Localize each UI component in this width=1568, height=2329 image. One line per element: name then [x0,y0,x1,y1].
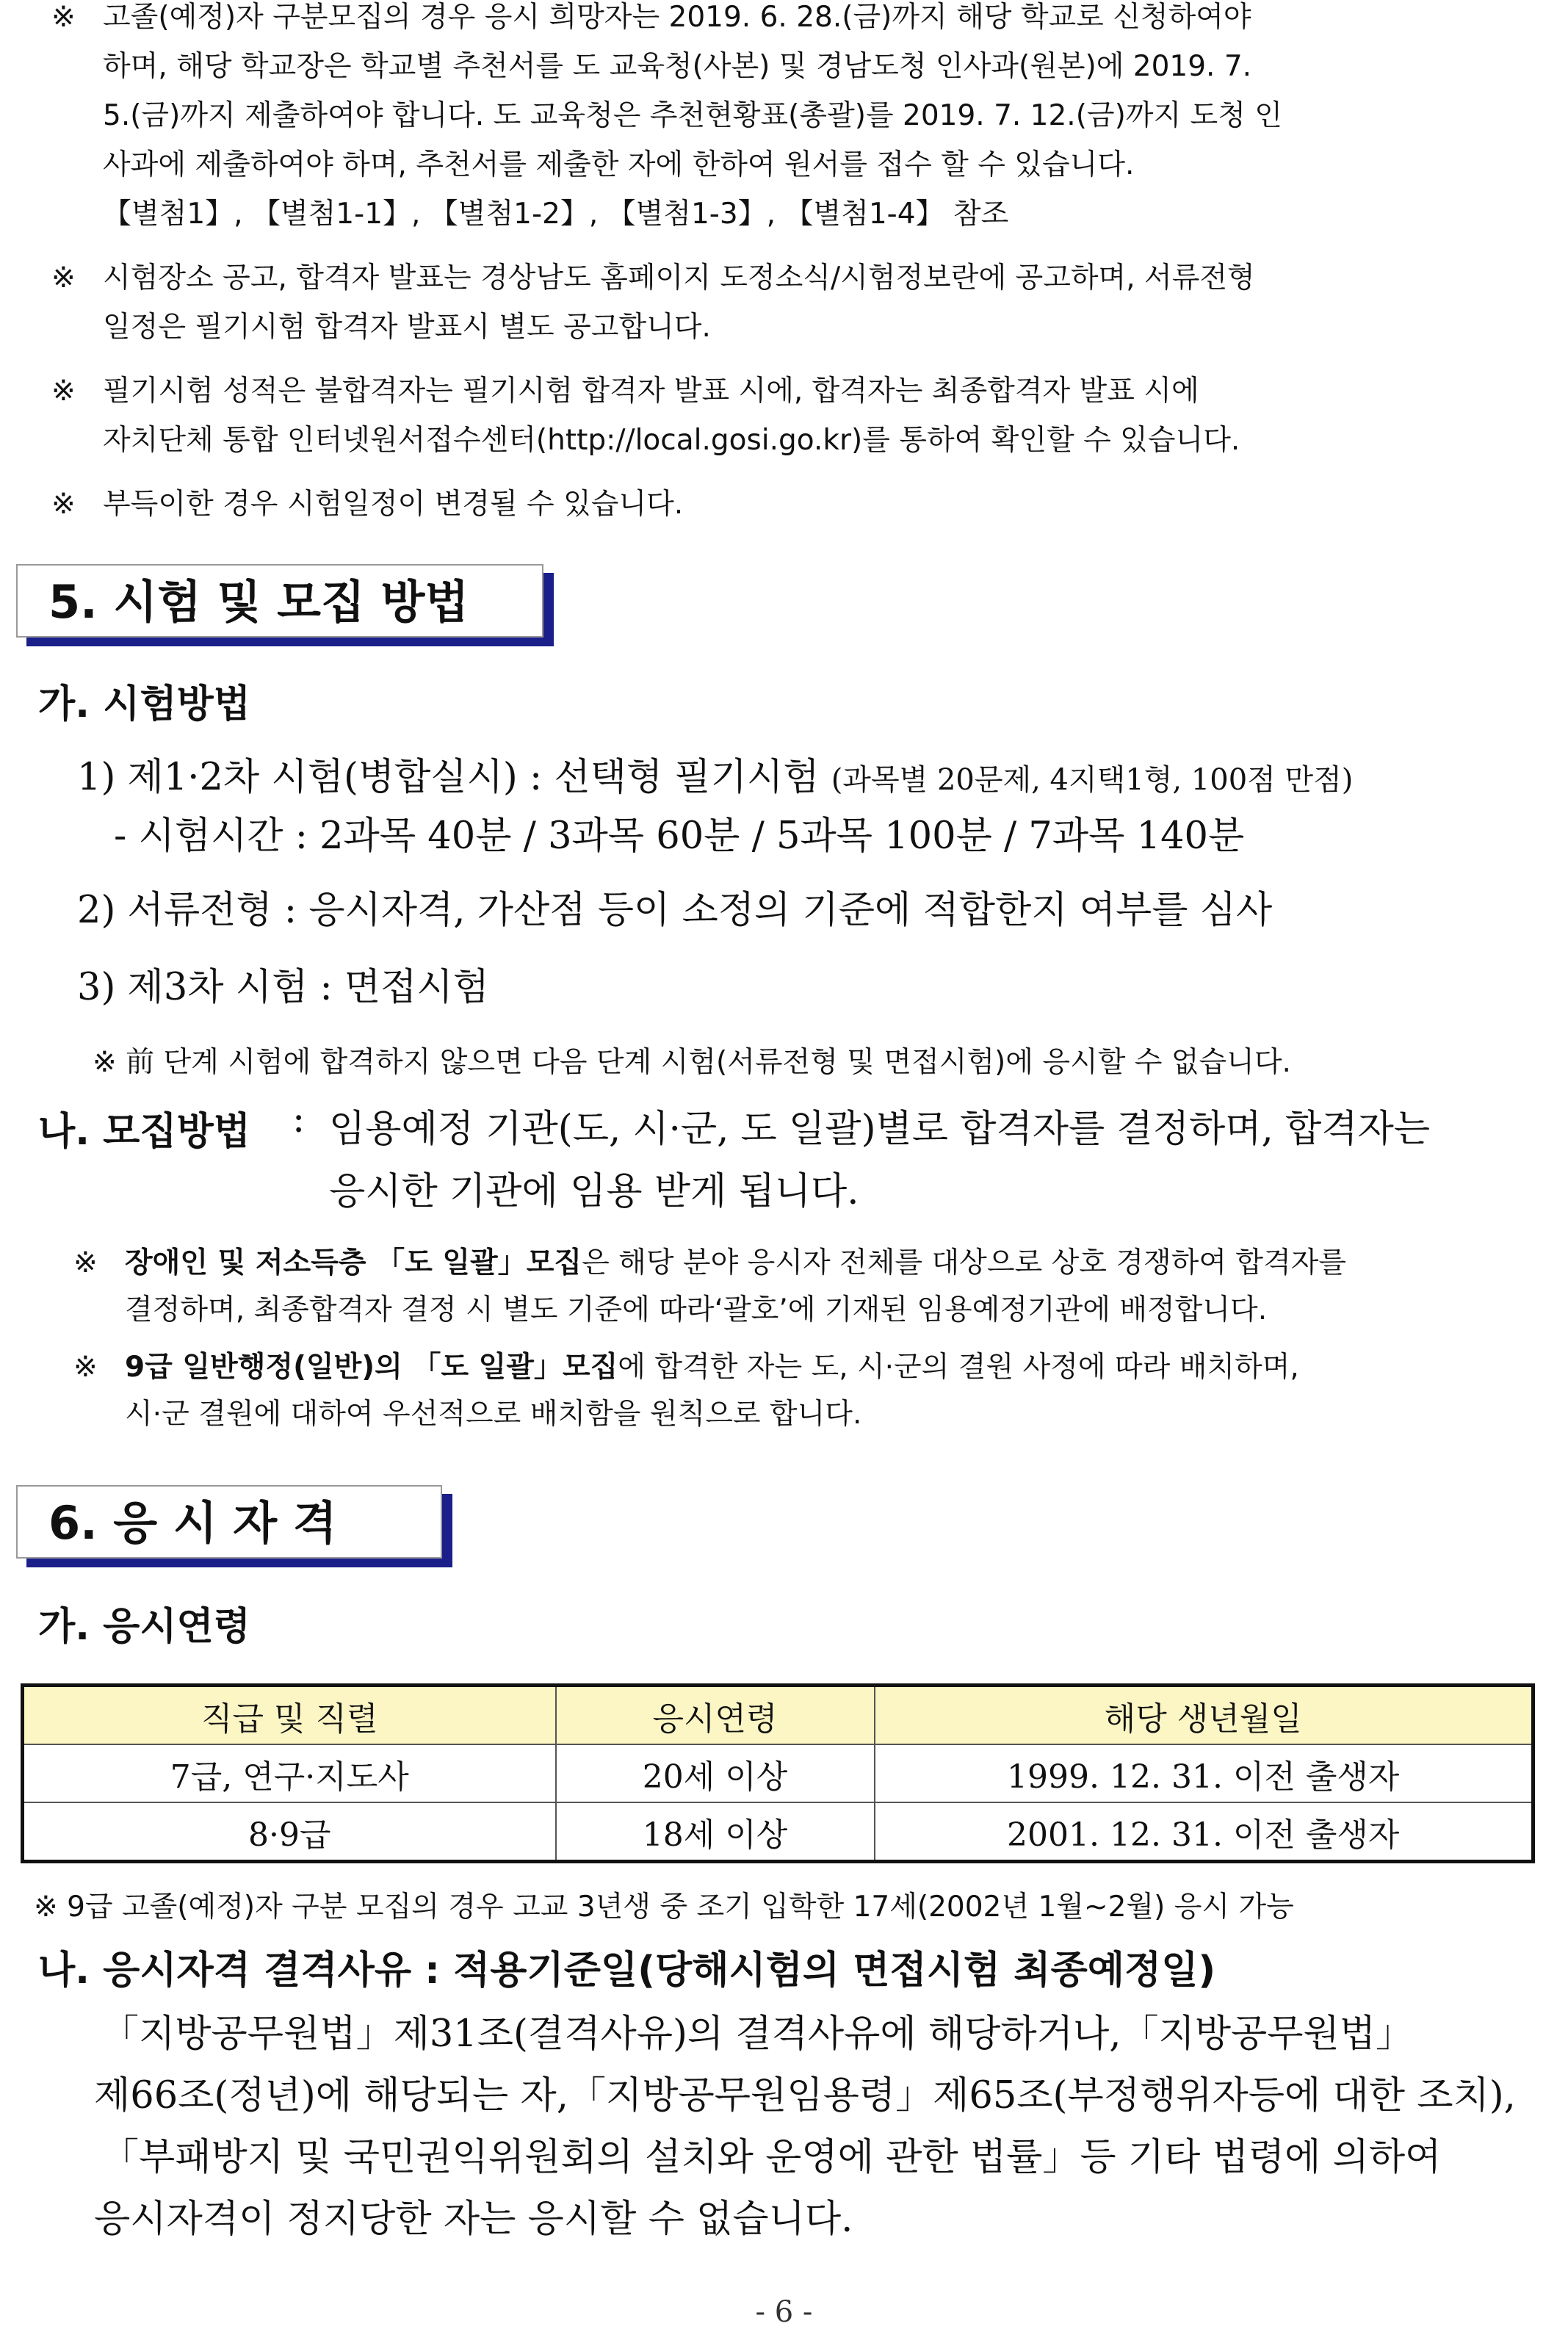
note-mark: ※ [51,488,76,521]
note-bold: 장애인 및 저소득층 「도 일괄」모집 [125,1246,582,1279]
note-mark: ※ [51,261,76,295]
note-bold: 9급 일반행정(일반)의 「도 일괄」모집 [125,1351,618,1384]
recruit-method-line2: 응시한 기관에 임용 받게 됩니다. [329,1170,859,1213]
table-row [23,1744,1533,1802]
note-mark: ※ [73,1246,98,1279]
exam-item-3: 3) 제3차 시험 : 면접시험 [77,966,489,1009]
note-line: 시·군 결원에 대하여 우선적으로 배치함을 원칙으로 합니다. [125,1398,862,1431]
age-heading: 가. 응시연령 [38,1605,251,1649]
age-note: ※ 9급 고졸(예정)자 구분 모집의 경우 고교 3년생 중 조기 입학한 17세(2002년 1월~2월) 응시 가능 [34,1891,1294,1924]
note-line: 은 해당 분야 응시자 전체를 대상으로 상호 경쟁하여 합격자를 [582,1246,1347,1279]
body-line: 「부패방지 및 국민권익위원회의 설치와 운영에 관한 법률」등 기타 법령에 의하여 [101,2136,1442,2179]
table-cell: 7급, 연구·지도사 [23,1744,556,1802]
exam-item-1-main: 1) 제1·2차 시험(병합실시) : 선택형 필기시험 [77,756,820,799]
table-header-cell: 해당 생년월일 [875,1686,1533,1745]
note-line: 일정은 필기시험 합격자 발표시 별도 공고합니다. [103,311,711,344]
recruit-method-heading: 나. 모집방법 [38,1110,251,1154]
table-cell: 8·9급 [23,1802,556,1862]
exam-item-1 [77,746,1353,801]
table-cell: 1999. 12. 31. 이전 출생자 [875,1744,1533,1802]
note-line: 고졸(예정)자 구분모집의 경우 응시 희망자는 2019. 6. 28.(금)까지 해당 학교로 신청하여야 [103,1,1251,34]
note-schedule-change [51,480,1520,529]
note-line: 사과에 제출하여야 하며, 추천서를 제출한 자에 한하여 원서를 접수 할 수 있습니다. [103,148,1135,181]
disqualification-heading: 나. 응시자격 결격사유 : 적용기준일(당해시험의 면접시험 최종예정일) [38,1949,1216,1993]
recruit-method-colon: : [292,1098,306,1141]
table-header-cell: 응시연령 [556,1686,875,1745]
note-mark: ※ [51,1,76,34]
note-line: 결정하며, 최종합격자 결정 시 별도 기준에 따라‘괄호’에 기재된 임용예정기관에 배정합니다. [125,1293,1268,1326]
table-header-row [23,1686,1533,1745]
exam-step-note: ※ 前 단계 시험에 합격하지 않으면 다음 단계 시험(서류전형 및 면접시험)에 응시할 수 없습니다. [93,1046,1291,1079]
note-line: 시험장소 공고, 합격자 발표는 경상남도 홈페이지 도정소식/시험정보란에 공고하며, 서류전형 [103,261,1255,295]
body-line: 응시자격이 정지당한 자는 응시할 수 없습니다. [94,2198,853,2241]
section-5-title: 5. 시험 및 모집 방법 [16,564,543,638]
note-line: 필기시험 성적은 불합격자는 필기시험 합격자 발표 시에, 합격자는 최종합격자 발표 시에 [103,375,1199,408]
note-line: 자치단체 통합 인터넷원서접수센터(http://local.gosi.go.kr)를 통하여 확인할 수 있습니다. [103,424,1240,457]
table-header-cell: 직급 및 직렬 [23,1686,556,1745]
recruit-notes [73,1240,1528,1438]
disqualification-body [94,2004,1526,2250]
exam-method-heading: 가. 시험방법 [38,682,251,726]
note-line: 부득이한 경우 시험일정이 변경될 수 있습니다. [103,488,684,521]
table-cell: 2001. 12. 31. 이전 출생자 [875,1802,1533,1862]
note-mark: ※ [73,1351,98,1384]
note-line: 5.(금)까지 제출하여야 합니다. 도 교육청은 추천현황표(총괄)를 2019. 7. 12.(금)까지 도청 인 [103,99,1282,132]
exam-time: - 시험시간 : 2과목 40분 / 3과목 60분 / 5과목 100분 / 7과목 140분 [114,815,1245,858]
table-row [23,1802,1533,1862]
age-table [21,1683,1535,1863]
exam-item-2: 2) 서류전형 : 응시자격, 가산점 등이 소정의 기준에 적합한지 여부를 심사 [77,889,1273,932]
note-grade9-recruit [73,1344,1528,1438]
note-recommendation [51,0,1520,239]
note-announcement [51,253,1520,352]
exam-item-1-detail: (과목별 20문제, 4지택1형, 100점 만점) [831,763,1354,797]
table-cell: 18세 이상 [556,1802,875,1862]
note-line: 에 합격한 자는 도, 시·군의 결원 사정에 따라 배치하며, [618,1351,1299,1384]
page-number: - 6 - [755,2295,813,2329]
top-notes [51,0,1520,529]
recruit-method-line1: 임용예정 기관(도, 시·군, 도 일괄)별로 합격자를 결정하며, 합격자는 [329,1108,1431,1151]
table-cell: 20세 이상 [556,1744,875,1802]
body-line: 「지방공무원법」제31조(결격사유)의 결격사유에 해당하거나,「지방공무원법」 [101,2012,1414,2056]
note-line: 하며, 해당 학교장은 학교별 추천서를 도 교육청(사본) 및 경남도청 인사과(원본)에 2019. 7. [103,50,1252,83]
note-mark: ※ [51,375,76,408]
note-scores [51,366,1520,465]
section-6-title: 6. 응 시 자 격 [16,1485,442,1559]
note-disabled-recruit [73,1240,1528,1334]
body-line: 제66조(정년)에 해당되는 자,「지방공무원임용령」제65조(부정행위자등에 대한 조치), [94,2074,1516,2117]
note-line: 【별첨1】, 【별첨1-1】, 【별첨1-2】, 【별첨1-3】, 【별첨1-4】 참조 [103,198,1009,231]
